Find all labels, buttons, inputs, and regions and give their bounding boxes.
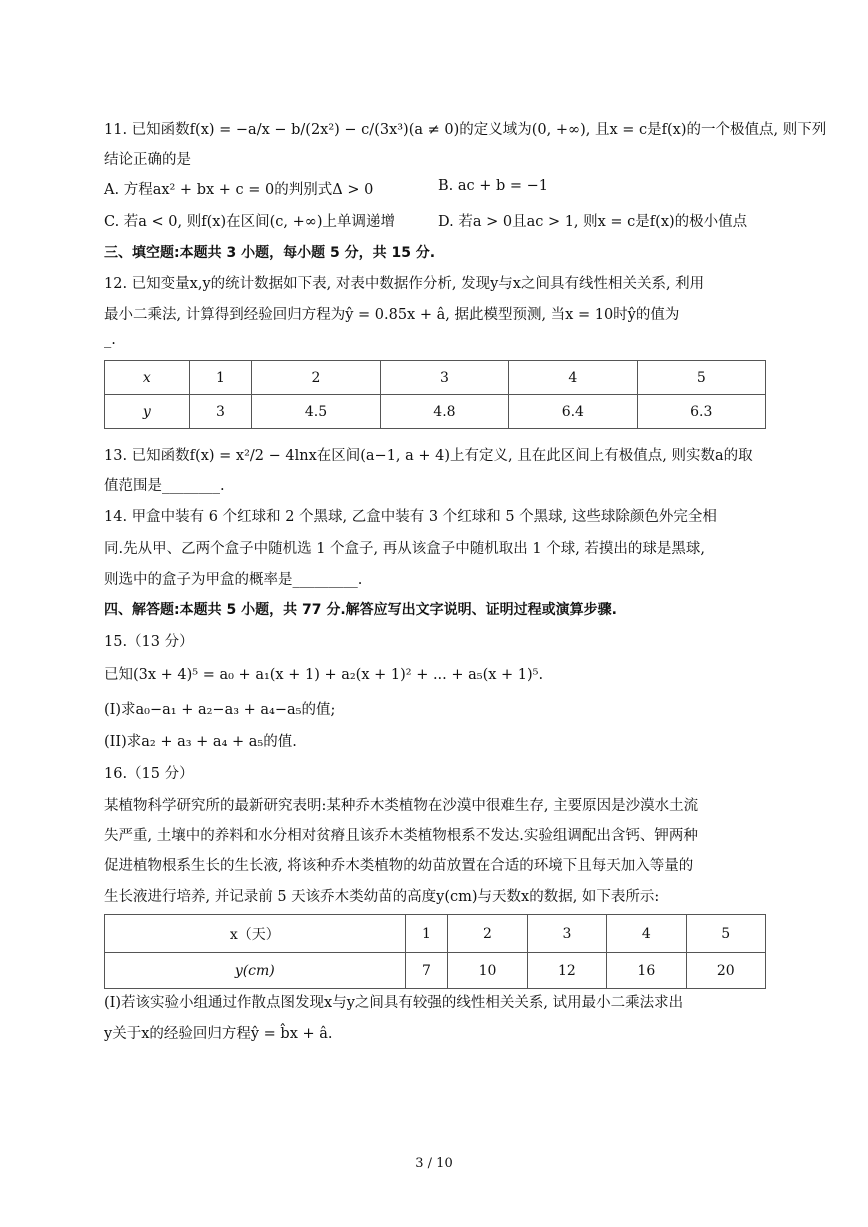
table-cell: 2 bbox=[252, 361, 380, 395]
q14-line1: 14. 甲盒中装有 6 个红球和 2 个黑球, 乙盒中装有 3 个红球和 5 个黑球, 这些球除颜色外完全相 bbox=[104, 509, 717, 525]
table-cell: 4 bbox=[509, 361, 637, 395]
q16-heading: 16.（15 分） bbox=[104, 766, 194, 782]
q11-option-b: B. ac + b = −1 bbox=[438, 178, 549, 194]
q15-line2: (I)求a₀−a₁ + a₂−a₃ + a₄−a₅的值; bbox=[104, 702, 336, 718]
q13-line2: 值范围是________. bbox=[104, 478, 225, 494]
table-row bbox=[105, 915, 766, 953]
q12-data-table bbox=[104, 360, 766, 429]
q12-line3: _. bbox=[104, 332, 116, 348]
section-4-heading: 四、解答题:本题共 5 小题，共 77 分.解答应写出文字说明、证明过程或演算步骤. bbox=[104, 602, 617, 618]
table-cell: 10 bbox=[448, 953, 527, 989]
table-cell: 3 bbox=[527, 915, 606, 953]
table-cell: x bbox=[105, 361, 190, 395]
table-cell: 6.3 bbox=[637, 395, 765, 429]
q16-line1: 某植物科学研究所的最新研究表明:某种乔木类植物在沙漠中很难生存, 主要原因是沙漠水土流 bbox=[104, 798, 699, 814]
table-cell: 20 bbox=[686, 953, 765, 989]
table-cell: 5 bbox=[637, 361, 765, 395]
q11-option-d: D. 若a > 0且ac > 1, 则x = c是f(x)的极小值点 bbox=[438, 214, 748, 230]
q11-line1: 11. 已知函数f(x) = −a/x − b/(2x²) − c/(3x³)(a ≠ 0)的定义域为(0, +∞), 且x = c是f(x)的一个极值点, 则下列 bbox=[104, 122, 827, 138]
q14-line3: 则选中的盒子为甲盒的概率是_________. bbox=[104, 572, 363, 588]
q15-heading: 15.（13 分） bbox=[104, 634, 194, 650]
q11-option-a: A. 方程ax² + bx + c = 0的判别式Δ > 0 bbox=[104, 182, 374, 198]
section-3-heading: 三、填空题:本题共 3 小题，每小题 5 分，共 15 分. bbox=[104, 245, 436, 261]
table-cell: 16 bbox=[607, 953, 686, 989]
q15-line1: 已知(3x + 4)⁵ = a₀ + a₁(x + 1) + a₂(x + 1)² + ... + a₅(x + 1)⁵. bbox=[104, 667, 544, 683]
table-cell: y(cm) bbox=[105, 953, 406, 989]
table-cell: 6.4 bbox=[509, 395, 637, 429]
table-cell: y bbox=[105, 395, 190, 429]
q11-line2: 结论正确的是 bbox=[104, 152, 191, 168]
table-cell: 1 bbox=[189, 361, 252, 395]
q14-line2: 同.先从甲、乙两个盒子中随机选 1 个盒子, 再从该盒子中随机取出 1 个球, 若摸出的球是黑球, bbox=[104, 541, 706, 557]
table-row bbox=[105, 361, 766, 395]
table-cell: x（天） bbox=[105, 915, 406, 953]
page-number: 3 / 10 bbox=[415, 1156, 453, 1171]
q16-line4: 生长液进行培养, 并记录前 5 天该乔木类幼苗的高度y(cm)与天数x的数据, 如下表所示: bbox=[104, 889, 660, 905]
q16-line6: y关于x的经验回归方程ŷ = b̂x + â. bbox=[104, 1026, 333, 1042]
q16-line5: (I)若该实验小组通过作散点图发现x与y之间具有较强的线性相关关系, 试用最小二乘法求出 bbox=[104, 995, 684, 1011]
table-cell: 4.8 bbox=[380, 395, 508, 429]
q16-data-table bbox=[104, 914, 766, 989]
table-cell: 1 bbox=[405, 915, 448, 953]
table-cell: 3 bbox=[189, 395, 252, 429]
q12-line1: 12. 已知变量x,y的统计数据如下表, 对表中数据作分析, 发现y与x之间具有线性相关关系, 利用 bbox=[104, 276, 705, 292]
table-cell: 4 bbox=[607, 915, 686, 953]
q11-option-c: C. 若a < 0, 则f(x)在区间(c, +∞)上单调递增 bbox=[104, 214, 395, 230]
table-cell: 5 bbox=[686, 915, 765, 953]
q13-line1: 13. 已知函数f(x) = x²/2 − 4lnx在区间(a−1, a + 4)上有定义, 且在此区间上有极值点, 则实数a的取 bbox=[104, 448, 753, 464]
table-cell: 4.5 bbox=[252, 395, 380, 429]
q15-line3: (II)求a₂ + a₃ + a₄ + a₅的值. bbox=[104, 734, 297, 750]
table-cell: 3 bbox=[380, 361, 508, 395]
q16-line3: 促进植物根系生长的生长液, 将该种乔木类植物的幼苗放置在合适的环境下且每天加入等量的 bbox=[104, 858, 694, 874]
table-row bbox=[105, 953, 766, 989]
q12-line2: 最小二乘法, 计算得到经验回归方程为ŷ = 0.85x + â, 据此模型预测, 当x = 10时ŷ的值为 bbox=[104, 307, 680, 323]
table-cell: 12 bbox=[527, 953, 606, 989]
table-cell: 2 bbox=[448, 915, 527, 953]
q16-line2: 失严重, 土壤中的养料和水分相对贫瘠且该乔木类植物根系不发达.实验组调配出含钙、钾两种 bbox=[104, 828, 698, 844]
table-cell: 7 bbox=[405, 953, 448, 989]
table-row bbox=[105, 395, 766, 429]
